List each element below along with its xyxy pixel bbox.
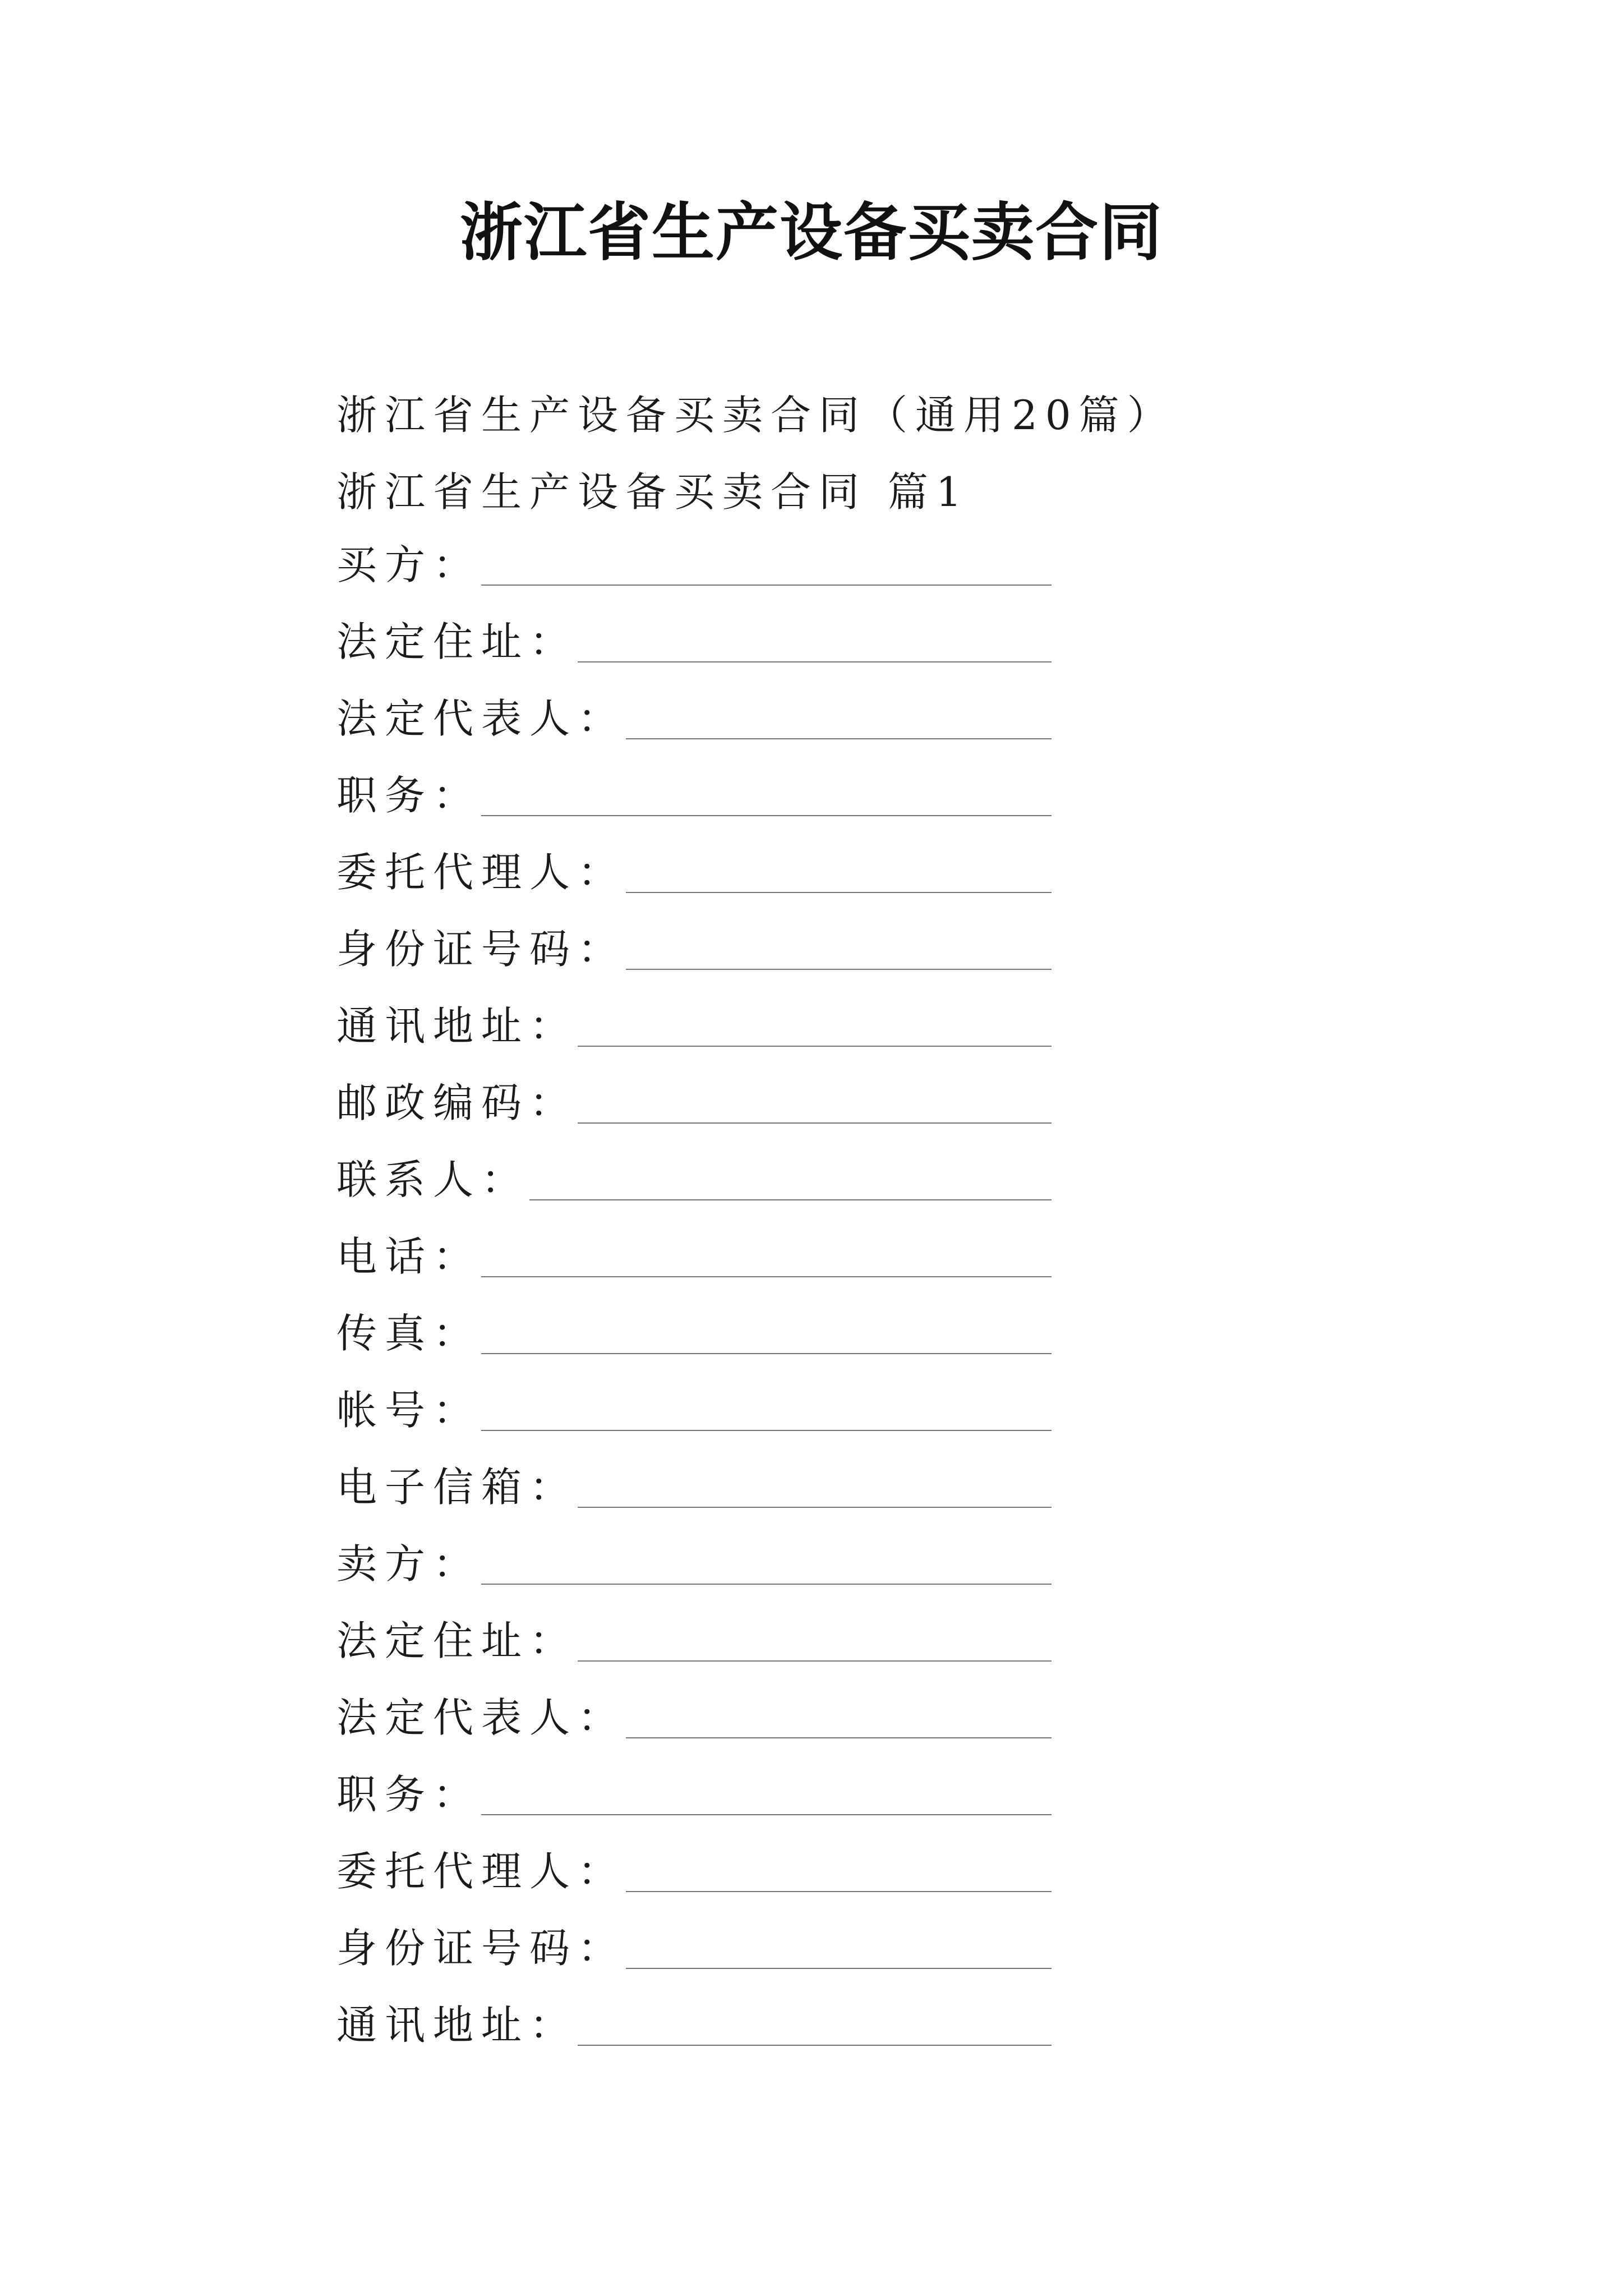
field-label: 通讯地址： xyxy=(336,2001,578,2049)
form-field xyxy=(336,1680,1402,1756)
field-blank-line xyxy=(481,1276,1052,1277)
field-label: 职务： xyxy=(336,772,482,819)
document-body xyxy=(336,373,1402,2064)
field-label: 通讯地址： xyxy=(336,1002,578,1050)
form-field xyxy=(336,1449,1402,1526)
field-blank-line xyxy=(481,1353,1052,1354)
field-label: 法定代表人： xyxy=(336,695,626,742)
form-field xyxy=(336,1910,1402,1987)
section-heading: 浙江省生产设备买卖合同 篇1 xyxy=(336,468,970,516)
field-label: 法定住址： xyxy=(336,1617,578,1664)
document-subtitle: 浙江省生产设备买卖合同（通用20篇） xyxy=(336,391,1175,439)
form-field xyxy=(336,527,1402,604)
field-label: 买方： xyxy=(336,541,482,588)
field-label: 卖方： xyxy=(336,1540,482,1588)
form-field xyxy=(336,1833,1402,1910)
form-field xyxy=(336,1295,1402,1372)
field-label: 电话： xyxy=(336,1233,482,1280)
field-label: 电子信箱： xyxy=(336,1464,578,1511)
field-blank-line xyxy=(626,892,1052,893)
field-blank-line xyxy=(578,2045,1052,2046)
field-blank-line xyxy=(481,1430,1052,1431)
field-label: 身份证号码： xyxy=(336,926,626,973)
form-field xyxy=(336,1987,1402,2064)
field-blank-line xyxy=(481,1584,1052,1585)
field-label: 传真： xyxy=(336,1310,482,1357)
field-blank-line xyxy=(626,1891,1052,1892)
form-field xyxy=(336,1142,1402,1218)
form-field xyxy=(336,1372,1402,1449)
field-blank-line xyxy=(626,738,1052,739)
field-blank-line xyxy=(578,1122,1052,1124)
field-label: 帐号： xyxy=(336,1387,482,1434)
field-blank-line xyxy=(578,1046,1052,1047)
field-label: 委托代理人： xyxy=(336,849,626,896)
form-field xyxy=(336,911,1402,988)
field-blank-line xyxy=(481,815,1052,816)
field-blank-line xyxy=(578,1507,1052,1508)
field-label: 邮政编码： xyxy=(336,1079,578,1126)
field-label: 法定代表人： xyxy=(336,1694,626,1741)
field-blank-line xyxy=(578,1660,1052,1662)
form-field xyxy=(336,1756,1402,1833)
field-label: 身份证号码： xyxy=(336,1925,626,1972)
form-field xyxy=(336,680,1402,757)
field-label: 职务： xyxy=(336,1771,482,1818)
field-blank-line xyxy=(626,1737,1052,1738)
form-field xyxy=(336,1526,1402,1603)
form-field xyxy=(336,1218,1402,1295)
field-blank-line xyxy=(626,969,1052,970)
field-label: 联系人： xyxy=(336,1156,530,1203)
form-field xyxy=(336,1603,1402,1680)
field-label: 法定住址： xyxy=(336,618,578,665)
document-title: 浙江省生产设备买卖合同 xyxy=(460,196,1163,269)
form-field xyxy=(336,604,1402,680)
field-blank-line xyxy=(481,585,1052,586)
form-fields xyxy=(336,527,1402,2064)
field-blank-line xyxy=(626,1968,1052,1969)
field-blank-line xyxy=(481,1814,1052,1815)
field-blank-line xyxy=(578,661,1052,662)
form-field xyxy=(336,1065,1402,1142)
field-label: 委托代理人： xyxy=(336,1848,626,1895)
form-field xyxy=(336,757,1402,834)
field-blank-line xyxy=(529,1199,1052,1200)
form-field xyxy=(336,988,1402,1065)
form-field xyxy=(336,834,1402,911)
